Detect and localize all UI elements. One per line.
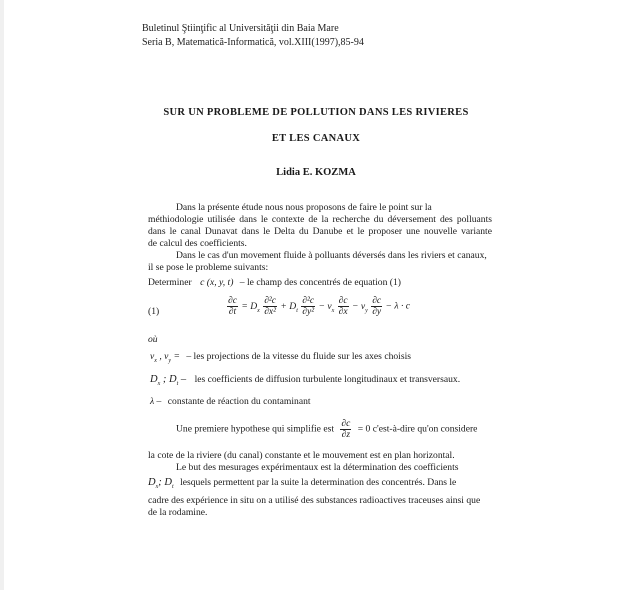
velocity-description: – les projections de la vitesse du fluide sur les axes choisis — [186, 351, 411, 362]
determine-prefix: Determiner — [148, 277, 192, 288]
eq-term2-fraction: $\frac{\text{∂²c}}{\text{∂y²}}$ — [302, 296, 315, 317]
paper-title-line1: SUR UN PROBLEME DE POLLUTION DANS LES RIVIERES — [163, 107, 469, 118]
paragraph-1-line2: méthiodologie utilisée dans le contexte de la recherche du déversement des polluants — [148, 214, 492, 225]
paragraph-4-line — [148, 477, 456, 493]
eq-minus-2: − $v_y$ — [352, 300, 368, 314]
coefficients-symbols: $D_x$; $D_t$ — [148, 477, 174, 491]
lambda-symbol: λ – — [150, 396, 162, 407]
journal-header-line2: Seria B, Matematică-Informatică, vol.XIII(1997),85-94 — [142, 37, 364, 48]
paragraph-5-line1: cadre des expérience in situ on a utilisé des substances radioactives traceuses ainsi que — [148, 495, 481, 506]
eq-minus-1: − $v_x$ — [318, 300, 335, 314]
eq-equals: = $D_x$ — [241, 300, 260, 314]
paper-title-line2: ET LES CANAUX — [271, 133, 361, 144]
definition-lambda — [150, 396, 311, 408]
velocity-symbols: $v_x$ , $v_y$ = — [150, 351, 180, 364]
definition-velocity — [150, 351, 411, 367]
definition-diffusion — [150, 374, 460, 390]
paragraph-5-line2: de la rodamine. — [148, 507, 208, 518]
eq-plus-1: + $D_t$ — [280, 300, 298, 314]
hypothesis-prefix: Une premiere hypothese qui simplifie est — [176, 423, 334, 435]
scan-edge-mark — [0, 0, 4, 590]
equation-1 — [226, 296, 410, 317]
equation-label: (1) — [148, 306, 160, 317]
paragraph-2-line2: il se pose le probleme suivants: — [148, 262, 269, 273]
eq-lhs-fraction: $\frac{\partial c}{\partial t}$ — [228, 296, 237, 317]
paper-author: Lidia E. KOZMA — [276, 167, 356, 178]
eq-term4-fraction: $\frac{\partial c}{\partial y}$ — [372, 296, 382, 317]
ou-label: où — [148, 334, 158, 345]
paragraph-3-line2: Le but des mesurages expérimentaux est la détermination des coefficients — [176, 462, 459, 473]
paragraph-2-line1: Dans le cas d'un movement fluide à polluants déversés dans les riviers et canaux, — [176, 250, 487, 261]
determine-function: c (x, y, t) — [200, 277, 234, 288]
eq-term1-fraction: $\frac{\text{∂²c}}{\text{∂x²}}$ — [264, 296, 276, 317]
hypothesis-line — [176, 419, 477, 440]
dz-fraction: $\frac{\partial c}{\partial z}$ — [341, 419, 351, 440]
paragraph-1-line1: Dans la présente étude nous nous proposons de faire le point sur la — [176, 202, 432, 213]
lambda-description: constante de réaction du contaminant — [167, 396, 311, 407]
hypothesis-suffix: = 0 c'est-à-dire qu'on considere — [357, 423, 478, 435]
paragraph-1-line4: de calcul des coefficients. — [148, 238, 247, 249]
paragraph-1-line3: dans le canal Dunavat dans le Delta du Danube et le proposer une nouvelle variante — [148, 226, 492, 237]
paragraph-4-text: lesquels permettent par la suite la determination des concentrés. Dans le — [180, 477, 457, 488]
diffusion-description: les coefficients de diffusion turbulente longitudinaux et transversaux. — [194, 374, 461, 385]
eq-term3-fraction: $\frac{\partial c}{\partial x}$ — [338, 296, 348, 317]
determine-line — [148, 277, 401, 289]
determine-suffix: – le champ des concentrés de equation (1) — [239, 277, 401, 288]
journal-header-line1: Buletinul Ştiinţific al Universităţii din Baia Mare — [142, 23, 339, 34]
eq-decay-term: − λ · c — [385, 300, 411, 312]
diffusion-symbols: $D_x$ ; $D_t$ – — [150, 374, 187, 388]
paragraph-3-line1: la cote de la riviere (du canal) constante et le mouvement est en plan horizontal. — [148, 450, 455, 461]
